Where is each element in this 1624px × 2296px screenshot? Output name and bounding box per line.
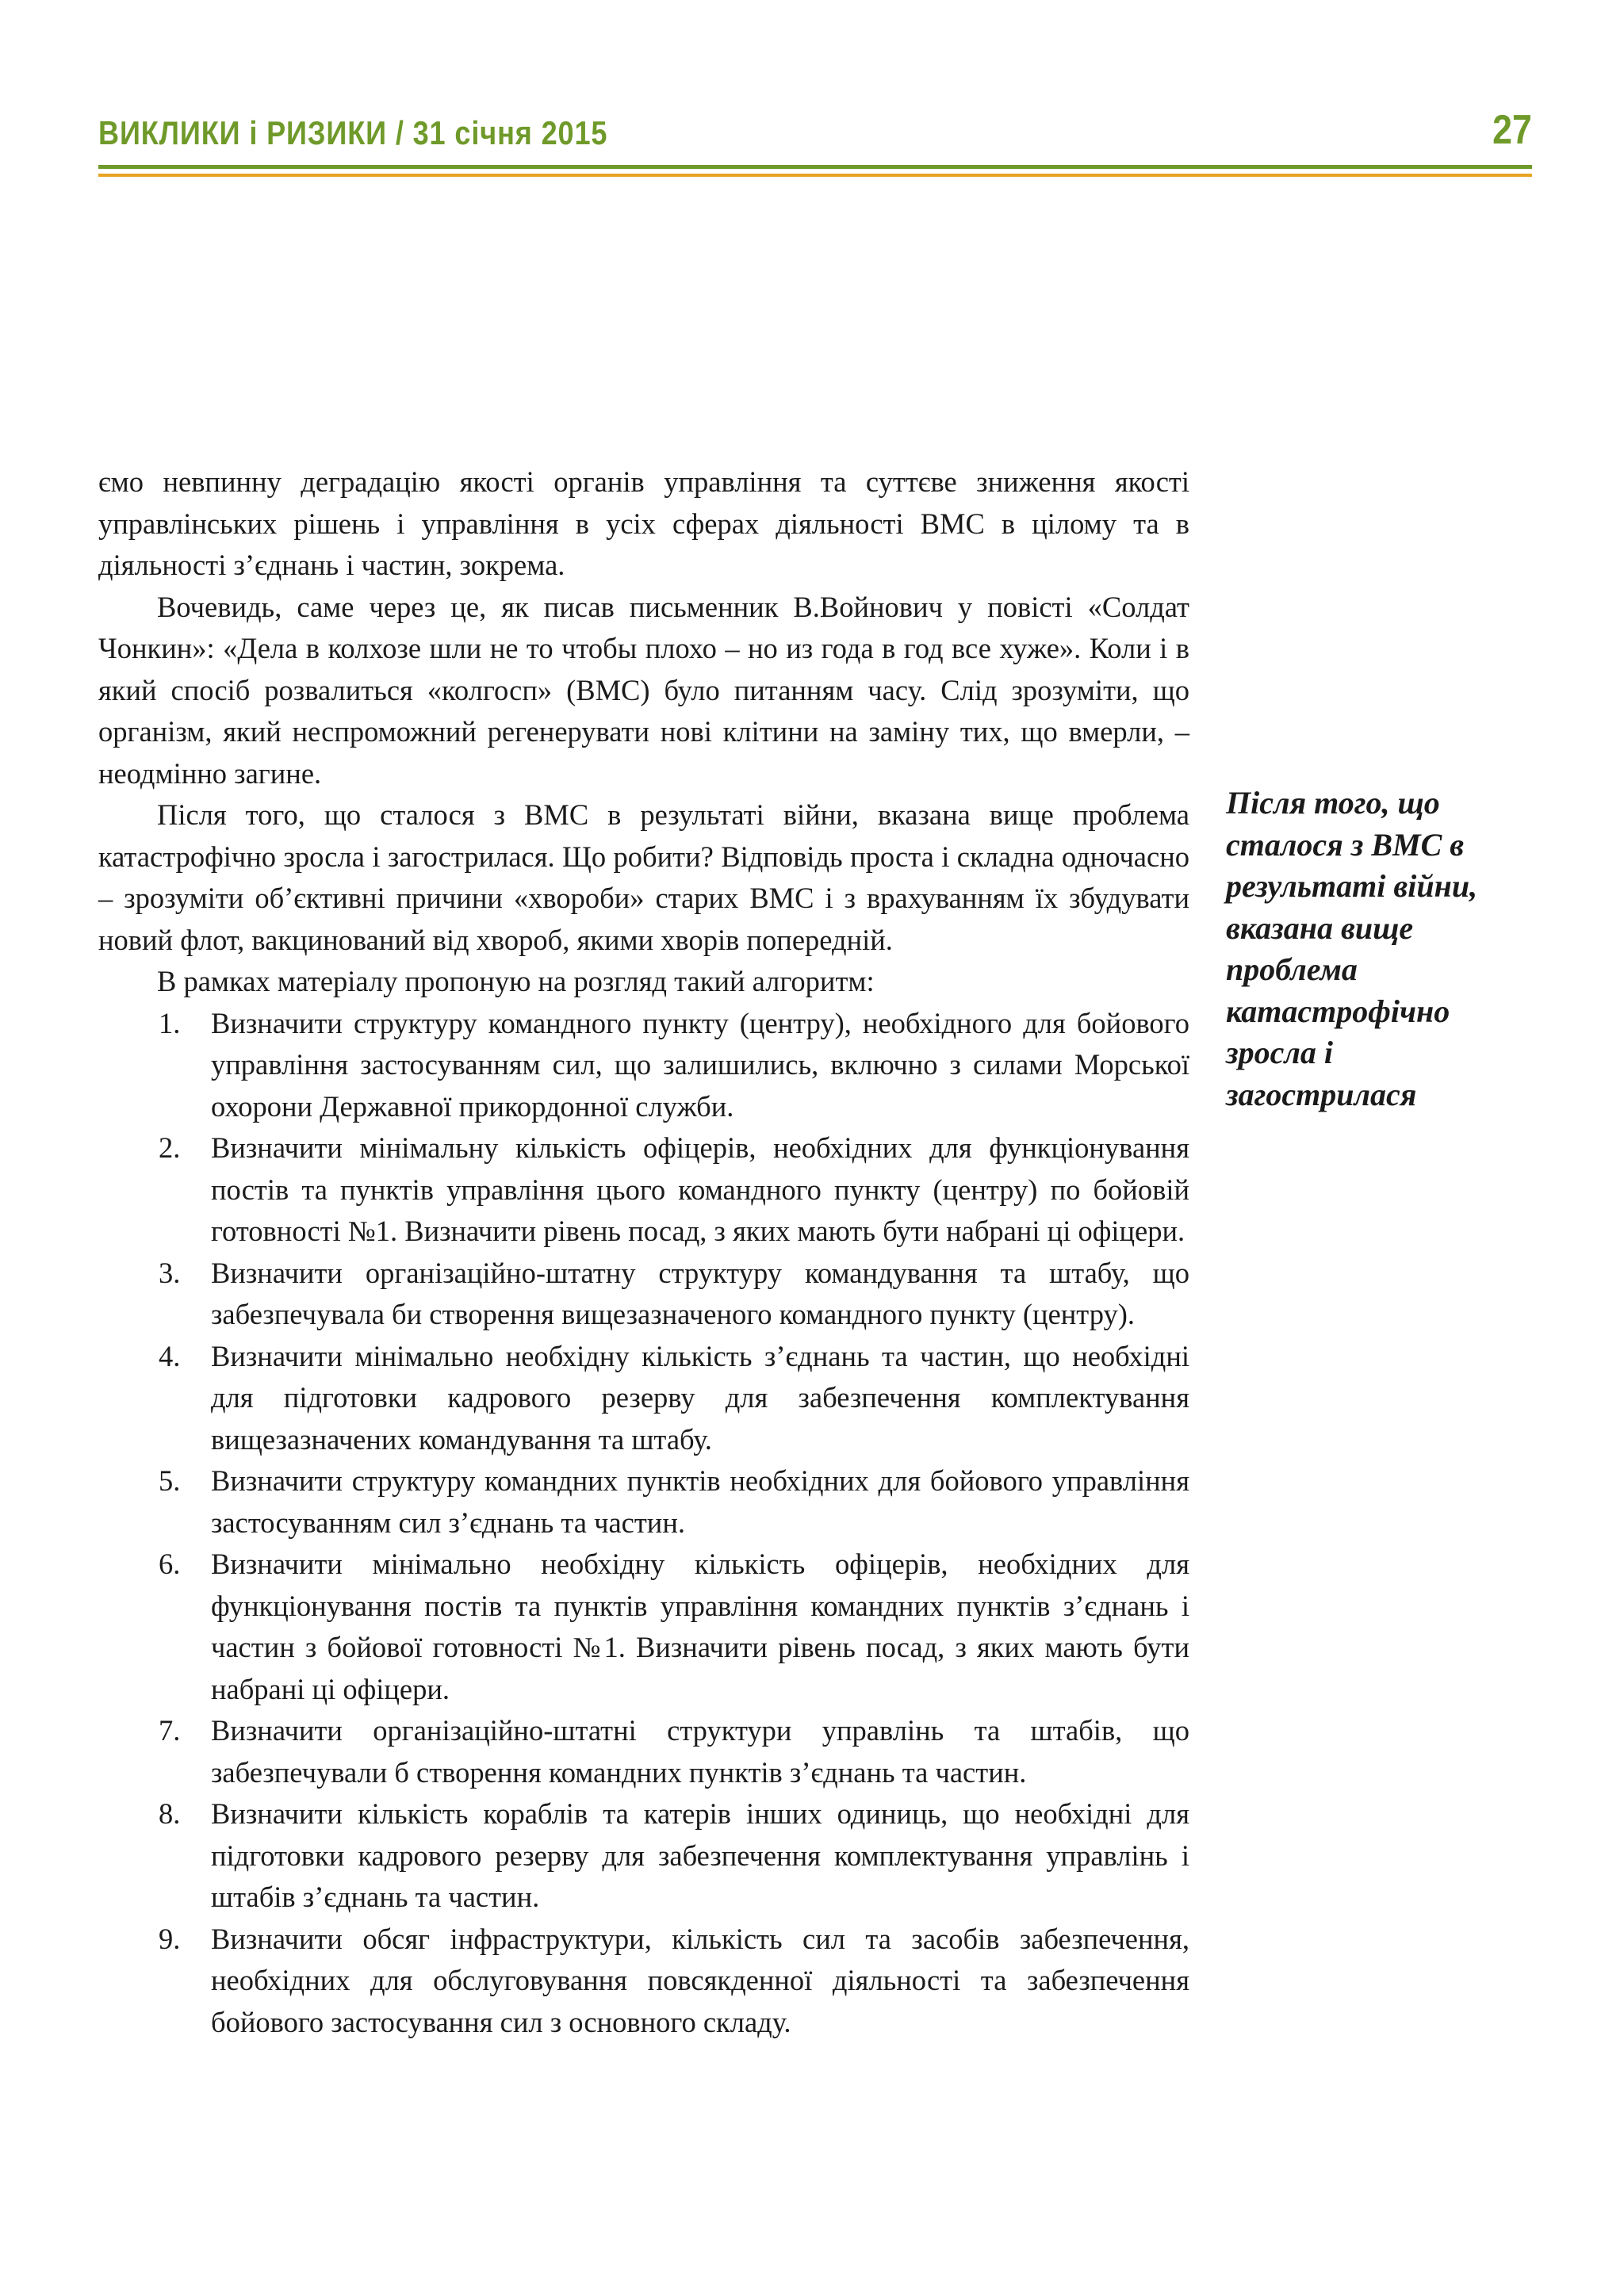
list-item xyxy=(98,1336,1189,1461)
list-item-text: Визначити обсяг інфраструктури, кількість сил та засобів забезпечення, необхідних для обслуговування повсякденної діяльності та забезпечення бойового застосування сил з основного складу. xyxy=(211,1922,1189,2038)
list-item xyxy=(98,1460,1189,1544)
list-item-text: Визначити мінімально необхідну кількість з’єднань та частин, що необхідні для підготовки кадрового резерву для забезпечення комплектування вищезазначених командування та штабу. xyxy=(211,1339,1189,1456)
list-item xyxy=(98,1127,1189,1253)
list-item-number: 1. xyxy=(159,1006,181,1039)
list-item-number: 3. xyxy=(159,1256,181,1289)
list-item-text: Визначити мінімально необхідну кількість офіцерів, необхідних для функціонування постів та пунктів управління командних пунктів з’єднань і частин з бойової готовності №1. Визначити рівень посад, з яких мають бути набрані ці офіцери. xyxy=(211,1548,1189,1705)
list-intro: В рамках матеріалу пропоную на розгляд такий алгоритм: xyxy=(157,965,875,997)
paragraph: Після того, що сталося з ВМС в результаті війни, вказана вище проблема катастрофічно зросла і загострилася. Що робити? Відповідь проста і складна одночасно – зрозуміти об’єктивні причини «хвороби» старих ВМС і з врахуванням їх збудувати новий флот, вакцинований від хвороб, якими хворів попередній. xyxy=(98,798,1189,956)
algorithm-list xyxy=(98,1003,1189,2044)
list-item xyxy=(98,1919,1189,2044)
page-header xyxy=(98,107,1532,187)
header-rule-orange xyxy=(98,174,1532,177)
running-header-title: ВИКЛИКИ і РИЗИКИ / 31 січня 2015 xyxy=(98,114,608,151)
list-item-number: 2. xyxy=(159,1131,181,1164)
list-item-number: 9. xyxy=(159,1922,181,1955)
paragraph: Вочевидь, саме через це, як писав письменник В.Войнович у повісті «Солдат Чонкин»: «Дела в колхозе шли не то чтобы плохо – но из года в год все хуже». Коли і в який спосіб розвалиться «колгосп» (ВМС) було питанням часу. Слід зрозуміти, що організм, який неспроможний регенерувати нові клітини на заміну тих, що вмерли, – неодмінно загине. xyxy=(98,590,1189,790)
list-item xyxy=(98,1793,1189,1919)
header-rule-green xyxy=(98,165,1532,169)
list-item-text: Визначити структуру командного пункту (центру), необхідного для бойового управління застосуванням сил, що залишились, включно з силами Морської охорони Державної прикордонної служби. xyxy=(211,1006,1189,1123)
list-item-number: 4. xyxy=(159,1339,181,1372)
list-item xyxy=(98,1544,1189,1710)
list-item-text: Визначити кількість кораблів та катерів інших одиниць, що необхідні для підготовки кадрового резерву для забезпечення комплектування управлінь і штабів з’єднань та частин. xyxy=(211,1797,1189,1913)
list-item-text: Визначити структуру командних пунктів необхідних для бойового управління застосуванням сил з’єднань та частин. xyxy=(211,1464,1189,1539)
list-item-number: 5. xyxy=(159,1464,181,1497)
list-item-number: 7. xyxy=(159,1714,181,1747)
list-item-number: 8. xyxy=(159,1797,181,1830)
list-item-number: 6. xyxy=(159,1548,181,1580)
pull-quote: Після того, що сталося з ВМС в результаті війни, вказана вище проблема катастрофічно зросла і загострилася xyxy=(1226,785,1478,1112)
list-item-text: Визначити мінімальну кількість офіцерів, необхідних для функціонування постів та пунктів управління цього командного пункту (центру) по бойовій готовності №1. Визначити рівень посад, з яких мають бути набрані ці офіцери. xyxy=(211,1131,1189,1247)
list-item xyxy=(98,1253,1189,1336)
page-number: 27 xyxy=(1492,107,1532,153)
list-item-text: Визначити організаційно-штатні структури управлінь та штабів, що забезпечували б створення командних пунктів з’єднань та частин. xyxy=(211,1714,1189,1789)
paragraph-continued: ємо невпинну деградацію якості органів управління та суттєве зниження якості управлінських рішень і управління в усіх сферах діяльності ВМС в цілому та в діяльності з’єднань і частин, зокрема. xyxy=(98,465,1189,581)
list-item xyxy=(98,1710,1189,1793)
article-body xyxy=(98,461,1189,2043)
list-item-text: Визначити організаційно-штатну структуру командування та штабу, що забезпечувала би створення вищезазначеного командного пункту (центру). xyxy=(211,1256,1189,1330)
list-item xyxy=(98,1003,1189,1128)
